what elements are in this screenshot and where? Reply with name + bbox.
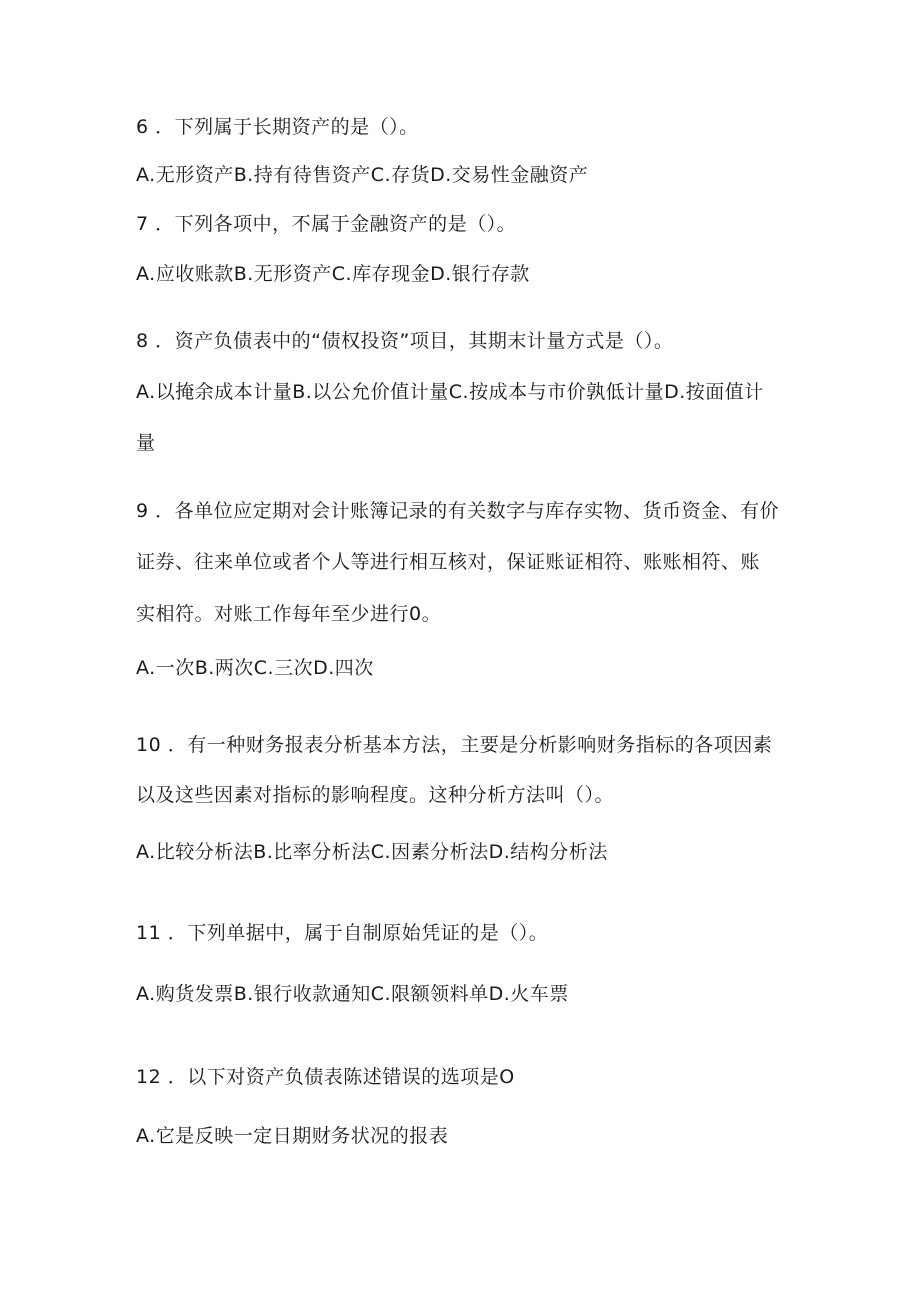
question-10-text-line-1: 10 ．有一种财务报表分析基本方法，主要是分析影响财务指标的各项因素 [136,734,773,756]
question-9-text-line-1: 9 ．各单位应定期对会计账簿记录的有关数字与库存实物、货币资金、有价 [136,500,780,522]
question-11-text: 11 ．下列单据中，属于自制原始凭证的是（）。 [136,922,549,944]
question-9-text-line-3: 实相符。对账工作每年至少进行0。 [136,603,442,625]
question-8-text: 8 ．资产负债表中的“债权投资”项目，其期末计量方式是（）。 [136,330,674,352]
question-11-options: A.购货发票B.银行收款通知C.限额领料单D.火车票 [136,983,569,1005]
question-7-text: 7 ．下列各项中，不属于金融资产的是（）。 [136,213,517,235]
question-10-text-line-2: 以及这些因素对指标的影响程度。这种分析方法叫（）。 [136,784,615,806]
question-8-options: A.以掩余成本计量B.以公允价值计量C.按成本与市价孰低计量D.按面值计 [136,381,764,403]
question-6-options: A.无形资产B.持有待售资产C.存货D.交易性金融资产 [136,164,589,186]
question-10-options: A.比较分析法B.比率分析法C.因素分析法D.结构分析法 [136,841,608,863]
question-9-text-line-2: 证券、往来单位或者个人等进行相互核对，保证账证相符、账账相符、账 [136,551,761,573]
question-9-options: A.一次B.两次C.三次D.四次 [136,657,374,679]
question-8-options-cont: 量 [136,432,156,454]
question-7-options: A.应收账款B.无形资产C.库存现金D.银行存款 [136,263,530,285]
question-12-text: 12 ．以下对资产负债表陈述错误的选项是O [136,1066,515,1088]
question-12-options: A.它是反映一定日期财务状况的报表 [136,1125,449,1147]
question-6-text: 6 ．下列属于长期资产的是（）。 [136,116,419,138]
